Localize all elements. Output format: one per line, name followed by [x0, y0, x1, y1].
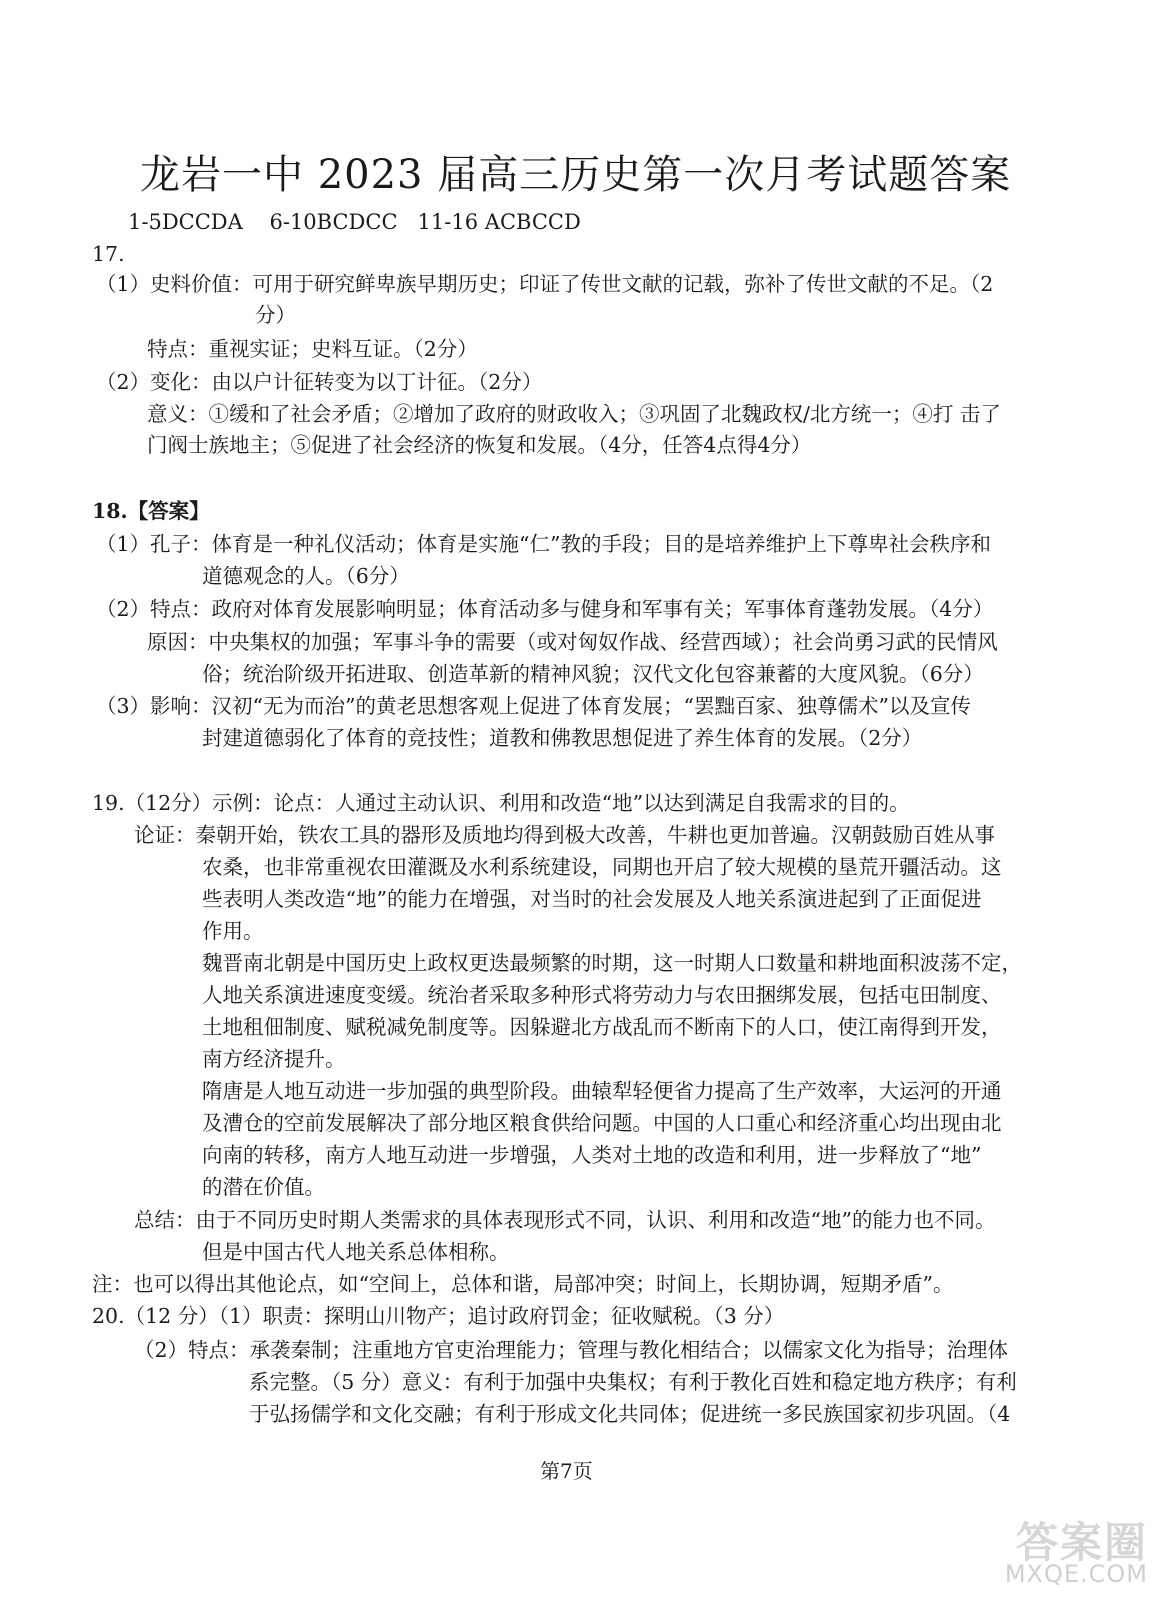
answer-line: 封建道德弱化了体育的竞技性；道教和佛教思想促进了养生体育的发展。（2分） — [202, 726, 923, 750]
answer-line: （2）特点：政府对体育发展影响明显；体育活动多与健身和军事有关；军事体育蓬勃发展。（4分） — [96, 597, 994, 621]
answer-line: 的潜在价值。 — [202, 1175, 325, 1199]
page-number: 第7页 — [540, 1459, 593, 1483]
answer-line: 17. — [92, 242, 125, 266]
answer-line: 20.（12 分）（1）职责：探明山川物产；追讨政府罚金；征收赋税。（3 分） — [92, 1304, 785, 1328]
answer-line: （2）特点：承袭秦制；注重地方官吏治理能力；管理与教化相结合；以儒家文化为指导；治理体 — [134, 1338, 1009, 1362]
answer-line: 于弘扬儒学和文化交融；有利于形成文化共同体；促进统一多民族国家初步巩固。（4 — [249, 1402, 1011, 1426]
answer-line: 注：也可以得出其他论点，如“空间上，总体和谐，局部冲突；时间上，长期协调，短期矛盾”。 — [92, 1272, 954, 1296]
answer-line: 及漕仓的空前发展解决了部分地区粮食供给问题。中国的人口重心和经济重心均出现由北 — [202, 1111, 1002, 1135]
answer-line: 道德观念的人。（6分） — [202, 564, 410, 588]
answer-line: 俗；统治阶级开拓进取、创造革新的精神风貌；汉代文化包容兼蓄的大度风貌。（6分） — [202, 662, 984, 686]
answer-line: 分） — [255, 303, 296, 327]
answer-line: 土地租佃制度、赋税减免制度等。因躲避北方战乱而不断南下的人口，使江南得到开发， — [202, 1015, 1002, 1039]
answer-line: 门阀士族地主；⑤促进了社会经济的恢复和发展。（4分，任答4点得4分） — [147, 433, 812, 457]
answer-line: 作用。 — [202, 919, 264, 943]
answer-line: 人地关系演进速度变缓。统治者采取多种形式将劳动力与农田捆绑发展，包括屯田制度、 — [202, 983, 1002, 1007]
answer-line: 系完整。（5 分）意义：有利于加强中央集权；有利于教化百姓和稳定地方秩序；有利 — [249, 1370, 1017, 1394]
watermark — [948, 1510, 1148, 1600]
mcq-answers: 1-5DCCDA 6-10BCDCC 11-16 ACBCCD — [128, 210, 581, 234]
section-heading: 18.【答案】 — [92, 499, 210, 523]
answer-line: 意义：①缓和了社会矛盾；②增加了政府的财政收入；③巩固了北魏政权/北方统一；④打 击了 — [147, 402, 1001, 426]
answer-line: 农桑，也非常重视农田灌溉及水利系统建设，同期也开启了较大规模的垦荒开疆活动。这 — [202, 855, 1002, 879]
answer-line: 些表明人类改造“地”的能力在增强，对当时的社会发展及人地关系演进起到了正面促进 — [202, 887, 982, 911]
answer-line: 南方经济提升。 — [202, 1047, 346, 1071]
answer-line: （3）影响：汉初“无为而治”的黄老思想客观上促进了体育发展；“罢黜百家、独尊儒术”以及宣传 — [96, 694, 971, 718]
watermark-url: MXQE.COM — [1004, 1560, 1148, 1588]
answer-line: 特点：重视实证；史料互证。（2分） — [147, 337, 478, 361]
answer-line: 隋唐是人地互动进一步加强的典型阶段。曲辕犁轻便省力提高了生产效率，大运河的开通 — [202, 1079, 1002, 1103]
answer-line: 向南的转移，南方人地互动进一步增强，人类对土地的改造和利用，进一步释放了“地” — [202, 1143, 982, 1167]
answer-line: 总结：由于不同历史时期人类需求的具体表现形式不同，认识、利用和改造“地”的能力也不同。 — [134, 1208, 996, 1232]
answer-line: （1）孔子：体育是一种礼仪活动；体育是实施“仁”教的手段；目的是培养维护上下尊卑社会秩序和 — [96, 532, 992, 556]
answer-line: 魏晋南北朝是中国历史上政权更迭最频繁的时期，这一时期人口数量和耕地面积波荡不定， — [202, 951, 1022, 975]
watermark-stamp: 答案圈 — [1015, 1518, 1148, 1567]
answer-line: 论证：秦朝开始，铁农工具的器形及质地均得到极大改善，牛耕也更加普遍。汉朝鼓励百姓从事 — [134, 823, 995, 847]
answer-line: 19.（12分）示例：论点：人通过主动认识、利用和改造“地”以达到满足自我需求的目的。 — [92, 791, 910, 815]
answer-line: （2）变化：由以户计征转变为以丁计征。（2分） — [96, 370, 543, 394]
answer-line: 原因：中央集权的加强；军事斗争的需要（或对匈奴作战、经营西域）；社会尚勇习武的民情风 — [147, 630, 998, 654]
document-title: 龙岩一中 2023 届高三历史第一次月考试题答案 — [140, 152, 1012, 198]
answer-line: （1）史料价值：可用于研究鲜卑族早期历史；印证了传世文献的记载，弥补了传世文献的不足。（2 — [96, 272, 994, 296]
answer-line: 但是中国古代人地关系总体相称。 — [202, 1240, 510, 1264]
